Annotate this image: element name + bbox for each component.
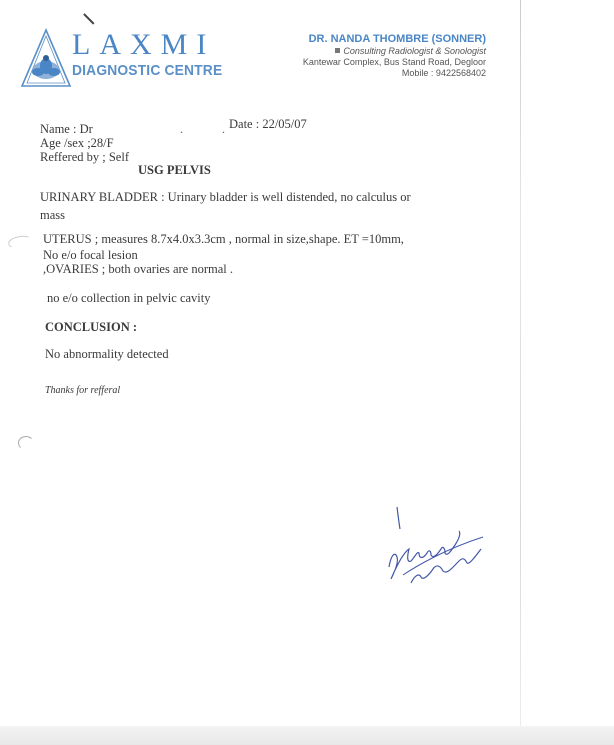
collection-finding: no e/o collection in pelvic cavity [47,291,211,305]
uterus-finding-cont: No e/o focal lesion [43,248,138,262]
referred-by: Reffered by ; Self [40,150,129,164]
doctor-address: Kantewar Complex, Bus Stand Road, Degloor [302,57,486,67]
thanks-note: Thanks for refferal [45,385,121,396]
brand-subtitle: DIAGNOSTIC CENTRE [72,62,223,79]
report-title: USG PELVIS [138,163,211,177]
bladder-finding: URINARY BLADDER : Urinary bladder is well distended, no calculus or [40,190,411,204]
brand-accent-mark [84,13,95,24]
patient-age-sex: Age /sex ;28/F [40,136,114,150]
conclusion-text: No abnormality detected [45,347,169,361]
bladder-finding-cont: mass [40,208,65,222]
scan-edge-right [520,0,521,745]
scan-mark [7,234,33,250]
ovaries-finding: ,OVARIES ; both ovaries are normal . [43,262,234,276]
doctor-name: DR. NANDA THOMBRE (SONNER) [308,33,486,45]
uterus-finding: UTERUS ; measures 8.7x4.0x3.3cm , normal in size,shape. ET =10mm, [43,232,404,246]
doctor-title-text: Consulting Radiologist & Sonologist [343,46,486,56]
conclusion-heading: CONCLUSION : [45,320,138,334]
lotus-logo-icon [20,28,72,90]
doctor-mobile: Mobile : 9422568402 [401,68,486,78]
scan-mark [18,436,34,450]
scan-edge-bottom [0,726,614,745]
doctor-title [290,46,486,57]
patient-name: Name : Dr [40,122,93,136]
redaction-dots: . . [180,122,243,136]
doctor-info [290,32,486,79]
report-date: Date : 22/05/07 [229,117,307,131]
bullet-icon [335,48,340,53]
brand-name: LAXMI [72,28,216,61]
handwritten-signature [385,505,495,590]
